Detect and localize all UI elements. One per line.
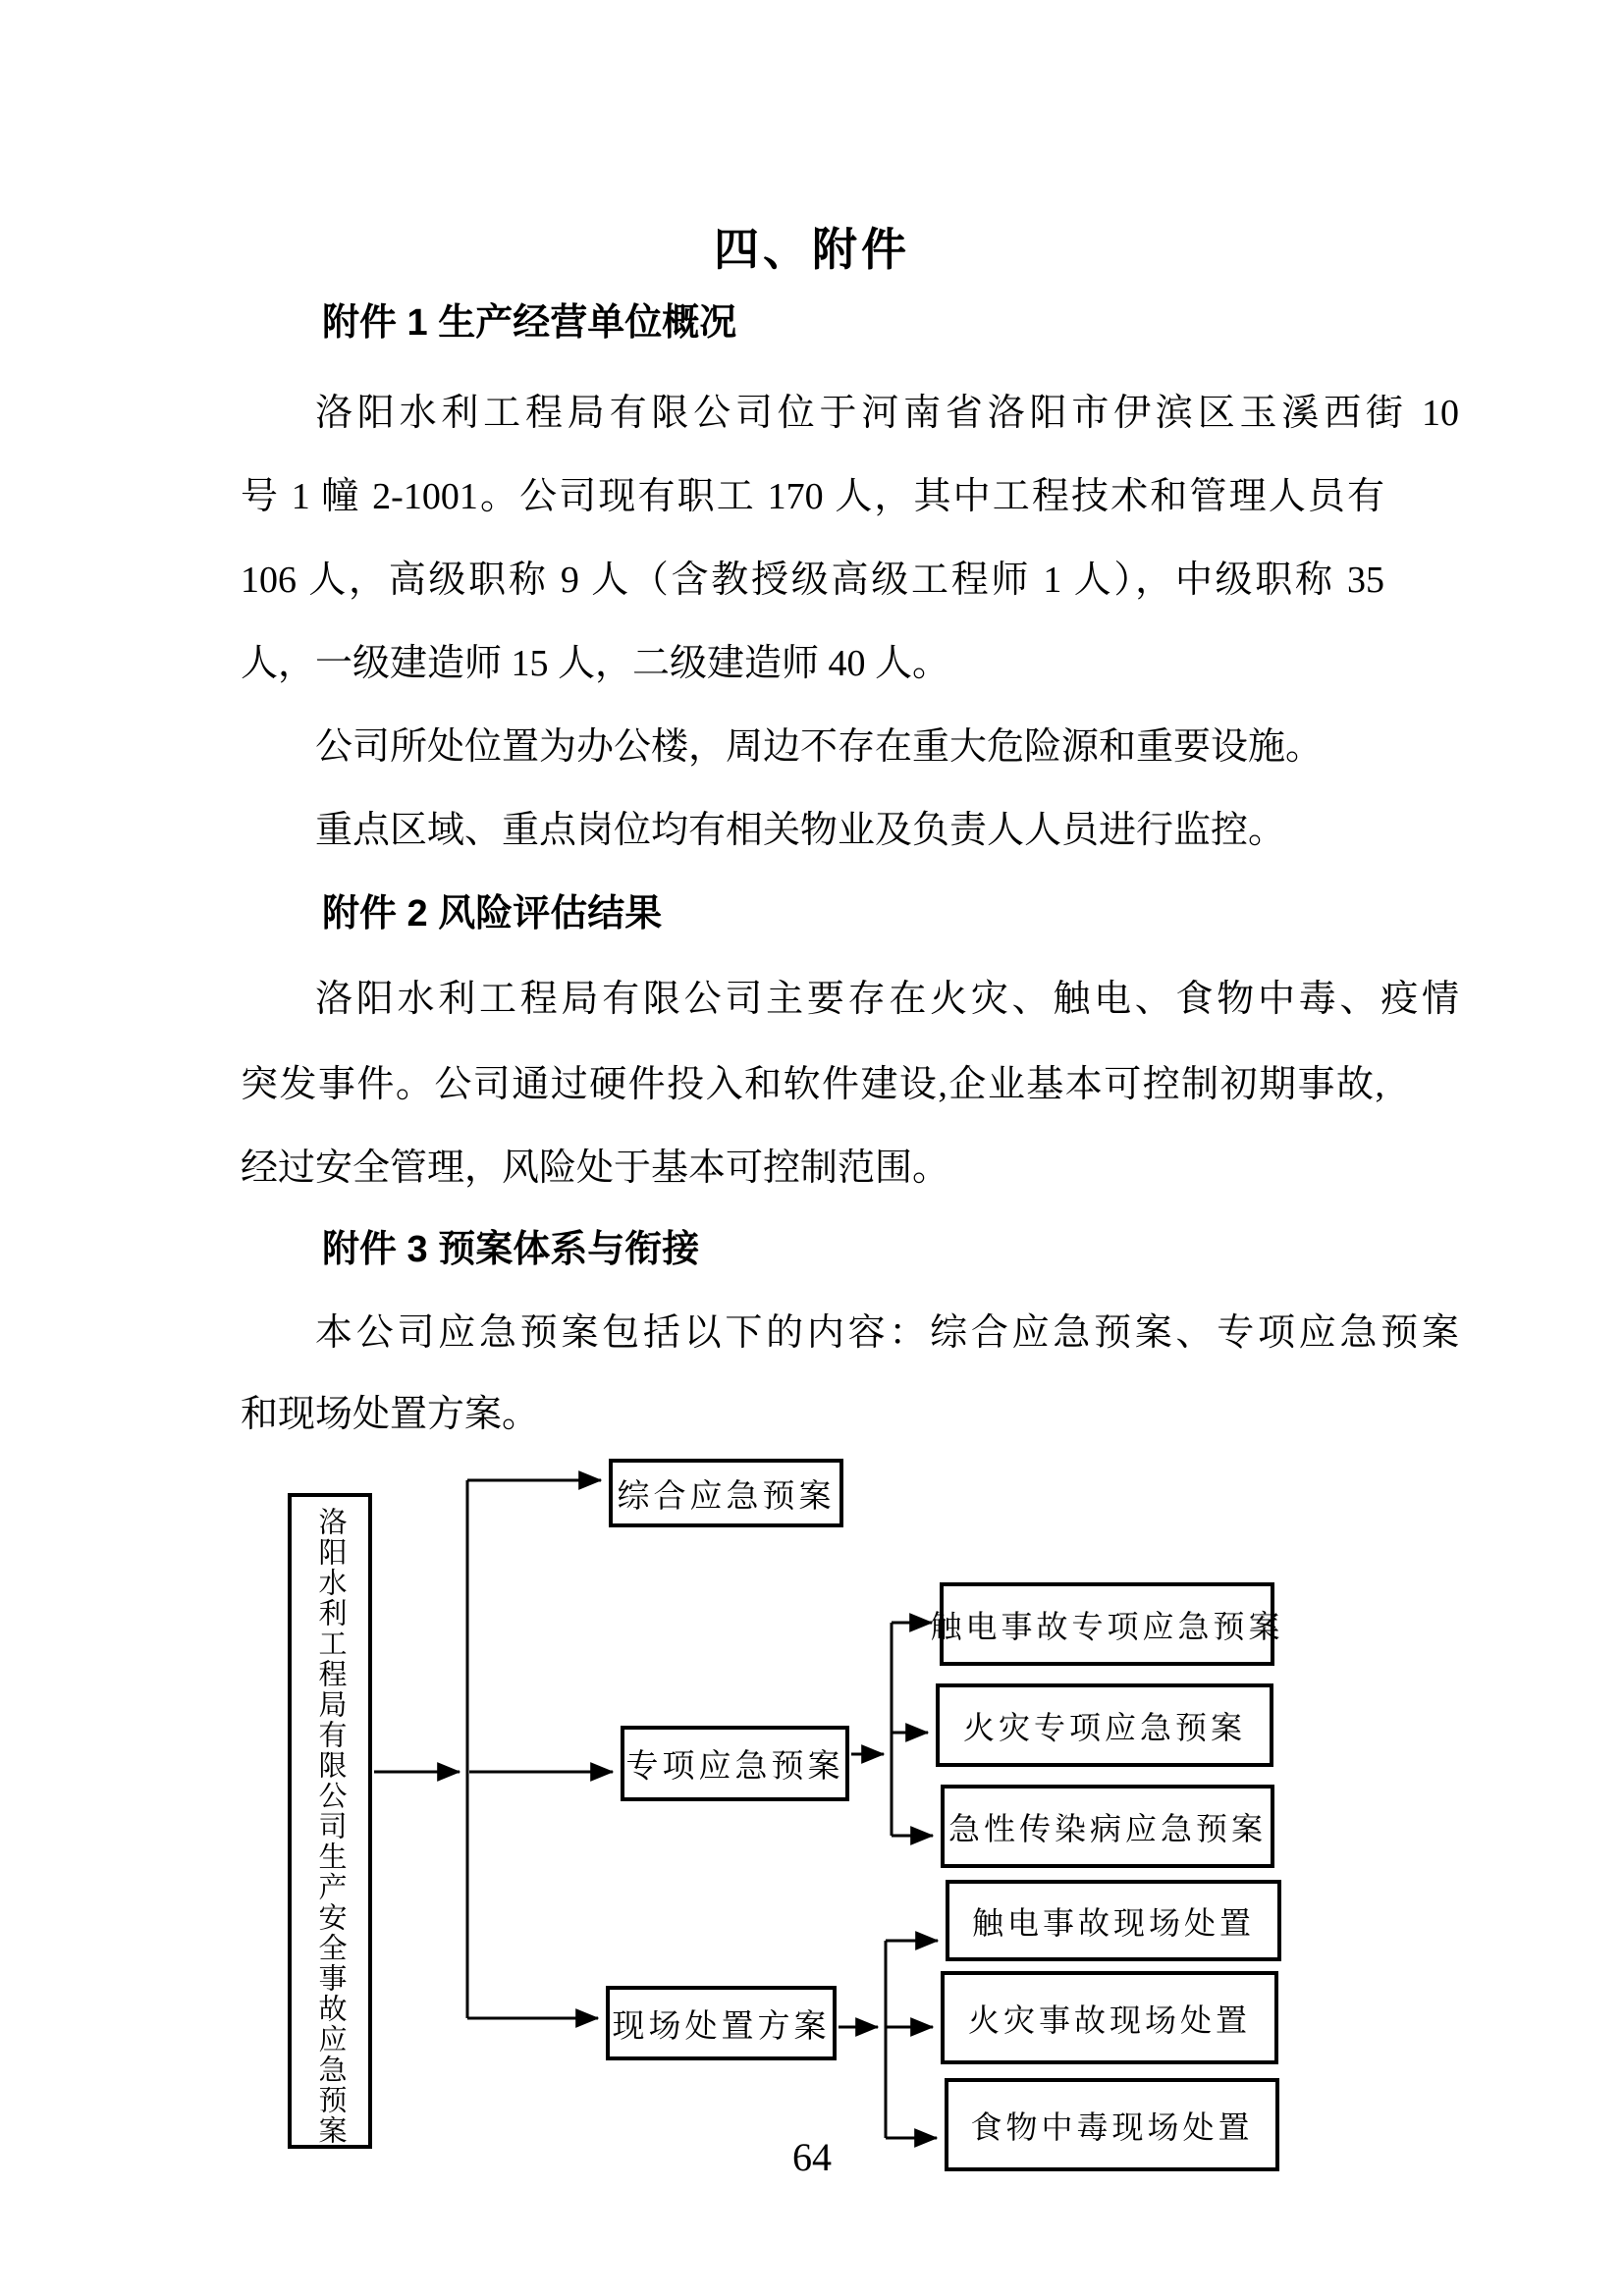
para-4-line-3: 经过安全管理，风险处于基本可控制范围。 — [241, 1148, 950, 1189]
para-3: 重点区域、重点岗位均有相关物业及负责人人员进行监控。 — [315, 810, 1286, 851]
box-special-electric: 触电事故专项应急预案 — [940, 1582, 1274, 1666]
box-special-plan: 专项应急预案 — [621, 1726, 849, 1801]
para-5-line-1: 本公司应急预案包括以下的内容：综合应急预案、专项应急预案 — [315, 1312, 1459, 1354]
para-1-line-3: 106 人，高级职称 9 人（含教授级高级工程师 1 人），中级职称 35 — [241, 560, 1384, 601]
page-title: 四、附件 — [714, 224, 910, 275]
section-1-heading: 附件 1 生产经营单位概况 — [322, 302, 737, 344]
para-1-line-1: 洛阳水利工程局有限公司位于河南省洛阳市伊滨区玉溪西街 10 — [315, 393, 1459, 434]
flowchart-root-label: 洛阳水利工程局有限公司生产安全事故应急预案 — [314, 1507, 347, 2146]
para-1-line-4: 人，一级建造师 15 人，二级建造师 40 人。 — [241, 643, 950, 684]
box-onsite-electric: 触电事故现场处置 — [946, 1880, 1281, 1961]
para-5-line-2: 和现场处置方案。 — [241, 1394, 540, 1435]
para-2: 公司所处位置为办公楼，周边不存在重大危险源和重要设施。 — [315, 726, 1324, 768]
flowchart-root-box — [288, 1493, 372, 2149]
section-2-heading: 附件 2 风险评估结果 — [322, 893, 663, 934]
para-4-line-2: 突发事件。公司通过硬件投入和软件建设,企业基本可控制初期事故, — [241, 1064, 1384, 1105]
section-3-heading: 附件 3 预案体系与衔接 — [322, 1229, 700, 1270]
box-onsite-plan: 现场处置方案 — [606, 1986, 837, 2060]
para-1-line-2: 号 1 幢 2-1001。公司现有职工 170 人，其中工程技术和管理人员有 — [241, 476, 1384, 517]
box-special-fire: 火灾专项应急预案 — [936, 1683, 1273, 1767]
box-onsite-food: 食物中毒现场处置 — [945, 2078, 1279, 2171]
box-onsite-fire: 火灾事故现场处置 — [941, 1971, 1278, 2064]
box-comprehensive-plan: 综合应急预案 — [609, 1459, 843, 1527]
para-4-line-1: 洛阳水利工程局有限公司主要存在火灾、触电、食物中毒、疫情 — [315, 979, 1459, 1020]
box-special-infection: 急性传染病应急预案 — [941, 1785, 1274, 1868]
page-number: 64 — [792, 2135, 832, 2179]
